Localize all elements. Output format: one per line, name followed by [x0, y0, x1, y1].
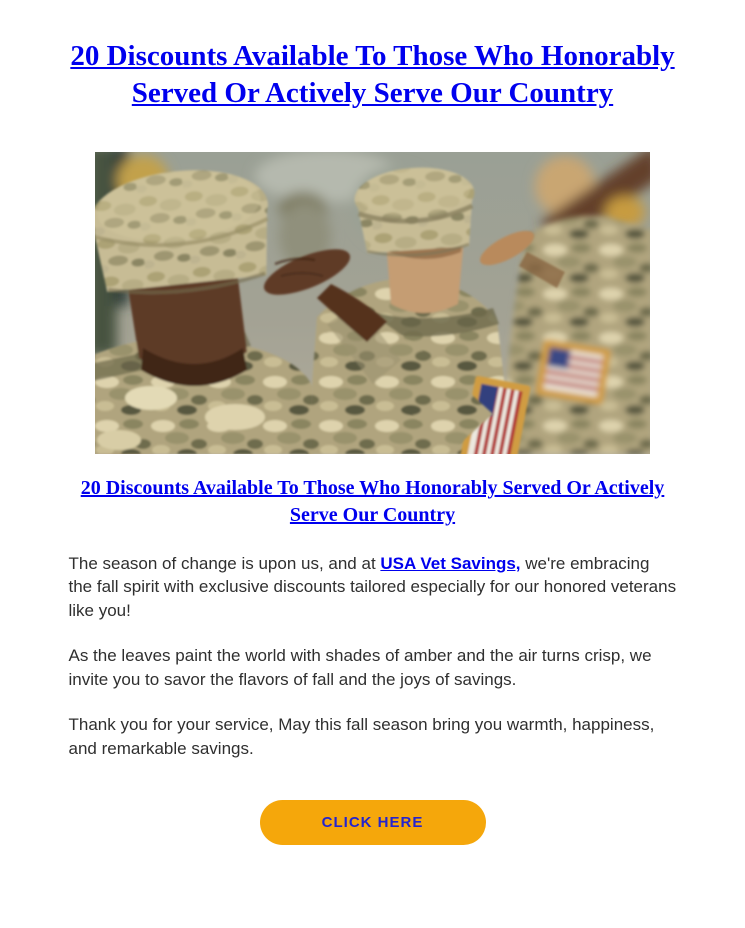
- paragraph-season-pre: The season of change is upon us, and at: [68, 554, 381, 573]
- paragraph-season: [69, 552, 677, 622]
- email-body: [69, 0, 677, 867]
- hero-photo: [95, 152, 650, 454]
- paragraph-thanks: Thank you for your service, May this fall season bring you warmth, happiness, and remarkable savings.: [68, 715, 655, 758]
- sub-heading-link[interactable]: 20 Discounts Available To Those Who Honorably Served Or Actively Serve Our Country: [80, 477, 665, 526]
- click-here-button[interactable]: CLICK HERE: [260, 800, 486, 845]
- article-body: [69, 552, 677, 760]
- paragraph-leaves: As the leaves paint the world with shades of amber and the air turns crisp, we invite you to savor the flavors of fall and the joys of savings.: [68, 646, 652, 689]
- right-soldier: [503, 216, 650, 454]
- usa-vet-savings-link[interactable]: USA Vet Savings,: [380, 554, 521, 573]
- paragraph-season-post: we're embracing the fall spirit with exclusive discounts tailored especially for our honored veterans like you!: [68, 554, 677, 620]
- main-heading-link[interactable]: 20 Discounts Available To Those Who Honorably Served Or Actively Serve Our Country: [70, 40, 675, 110]
- cta-row: [69, 800, 677, 867]
- soldiers-saluting-photo: [95, 152, 650, 454]
